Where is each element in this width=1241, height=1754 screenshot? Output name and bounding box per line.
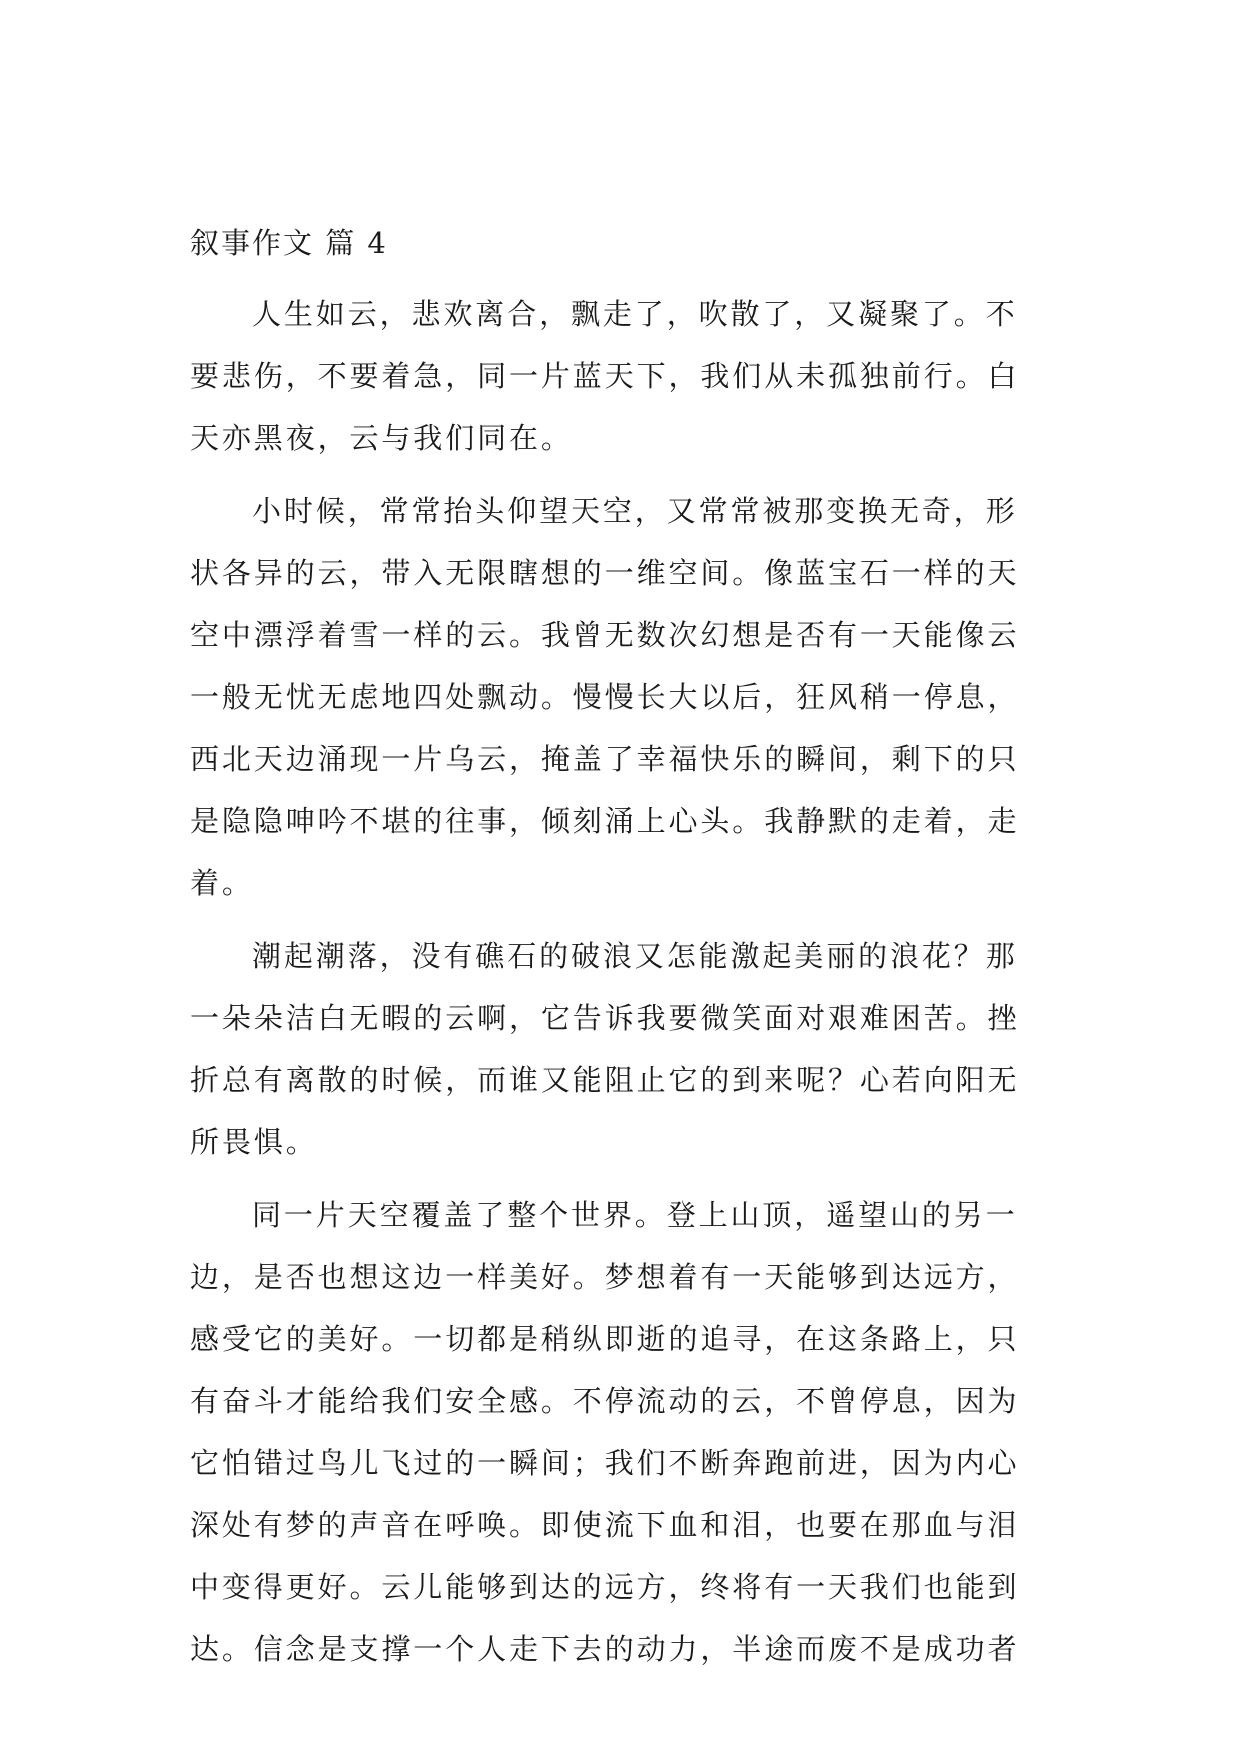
paragraph-line: 小时候，常常抬头仰望天空，又常常被那变换无奇，形 (252, 494, 1018, 528)
paragraph-line: 边，是否也想这边一样美好。梦想着有一天能够到达远方， (190, 1260, 1020, 1294)
paragraph-line: 要悲伤，不要着急，同一片蓝天下，我们从未孤独前行。白 (190, 359, 1020, 393)
paragraph-line: 是隐隐呻吟不堪的往事，倾刻涌上心头。我静默的走着，走 (190, 804, 1020, 838)
paragraph-1 (190, 283, 1050, 469)
paragraph-line: 状各异的云，带入无限瞎想的一维空间。像蓝宝石一样的天 (190, 556, 1020, 590)
paragraph-line: 同一片天空覆盖了整个世界。登上山顶，遥望山的另一 (252, 1198, 1018, 1232)
paragraph-line: 天亦黑夜，云与我们同在。 (190, 421, 573, 455)
essay-title: 叙事作文 篇 4 (190, 226, 388, 260)
paragraph-line: 所畏惧。 (190, 1125, 318, 1159)
paragraph-4 (190, 1184, 1050, 1680)
paragraph-line: 深处有梦的声音在呼唤。即使流下血和泪，也要在那血与泪 (190, 1508, 1020, 1542)
paragraph-line: 折总有离散的时候，而谁又能阻止它的到来呢？心若向阳无 (190, 1063, 1020, 1097)
paragraph-line: 中变得更好。云儿能够到达的远方，终将有一天我们也能到 (190, 1570, 1020, 1604)
paragraph-line: 一朵朵洁白无暇的云啊，它告诉我要微笑面对艰难困苦。挫 (190, 1001, 1020, 1035)
paragraph-line: 西北天边涌现一片乌云，掩盖了幸福快乐的瞬间，剩下的只 (190, 742, 1020, 776)
paragraph-line: 一般无忧无虑地四处飘动。慢慢长大以后，狂风稍一停息， (190, 680, 1020, 714)
paragraph-3 (190, 925, 1050, 1173)
paragraph-line: 达。信念是支撑一个人走下去的动力，半途而废不是成功者 (190, 1632, 1020, 1666)
paragraph-line: 感受它的美好。一切都是稍纵即逝的追寻，在这条路上，只 (190, 1322, 1020, 1356)
paragraph-line: 它怕错过鸟儿飞过的一瞬间；我们不断奔跑前进，因为内心 (190, 1446, 1020, 1480)
paragraph-line: 有奋斗才能给我们安全感。不停流动的云，不曾停息，因为 (190, 1384, 1020, 1418)
paragraph-line: 人生如云，悲欢离合，飘走了，吹散了，又凝聚了。不 (252, 297, 1018, 331)
paragraph-line: 潮起潮落，没有礁石的破浪又怎能激起美丽的浪花？那 (252, 939, 1018, 973)
paragraph-2 (190, 480, 1050, 914)
paragraph-line: 着。 (190, 866, 254, 900)
paragraph-line: 空中漂浮着雪一样的云。我曾无数次幻想是否有一天能像云 (190, 618, 1020, 652)
document-body (190, 218, 1050, 1691)
